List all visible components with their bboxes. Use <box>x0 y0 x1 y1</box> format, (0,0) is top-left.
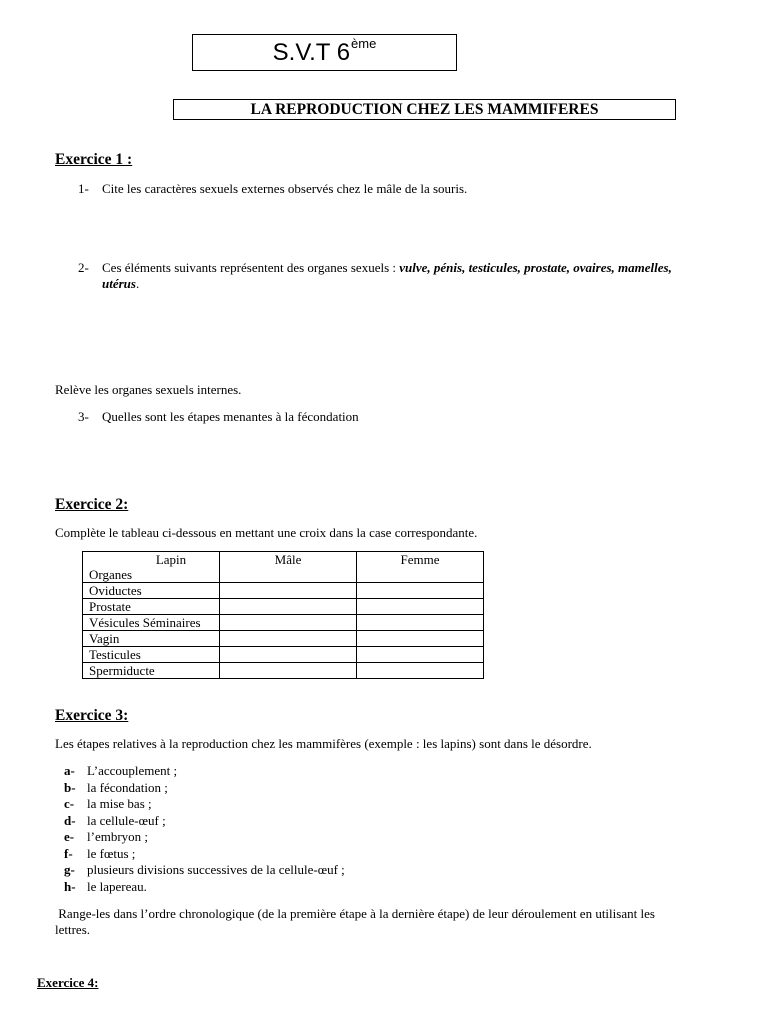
step-item <box>64 796 152 812</box>
table-cell-male[interactable] <box>220 583 357 599</box>
header-lapin: Lapin <box>155 552 187 567</box>
header-organes: Organes <box>89 567 133 582</box>
table-cell-organ: Oviductes <box>83 583 220 599</box>
table-cell-organ: Vagin <box>83 631 220 647</box>
step-letter: e- <box>64 829 75 844</box>
step-item <box>64 813 166 829</box>
table-cell-female[interactable] <box>357 631 484 647</box>
step-item <box>64 879 147 895</box>
step-text: la cellule-œuf ; <box>87 813 166 828</box>
table-row <box>83 615 484 631</box>
exercise3-intro: Les étapes relatives à la reproduction chez les mammifères (exemple : les lapins) sont dans le désordre. <box>55 736 592 751</box>
table-header-male: Mâle <box>220 552 357 583</box>
step-letter: c- <box>64 796 75 811</box>
exercise1-title: Exercice 1 : <box>55 151 133 168</box>
step-text: plusieurs divisions successives de la cellule-œuf ; <box>87 862 345 877</box>
step-item <box>64 862 345 878</box>
table-row <box>83 599 484 615</box>
question-text: Quelles sont les étapes menantes à la fécondation <box>102 409 359 424</box>
exercise4-title: Exercice 4: <box>37 975 99 990</box>
table-cell-female[interactable] <box>357 647 484 663</box>
exercise1-question2-line2 <box>102 276 139 292</box>
exercise2-title: Exercice 2: <box>55 496 129 513</box>
table-header-female: Femme <box>357 552 484 583</box>
table-cell-male[interactable] <box>220 631 357 647</box>
question-number: 1- <box>78 181 89 196</box>
exercise3-conclusion-line1: Range-les dans l’ordre chronologique (de la première étape à la dernière étape) de leur déroulement en utilisant les <box>55 906 655 921</box>
table-row <box>83 663 484 679</box>
exercise3-title: Exercice 3: <box>55 707 129 724</box>
exercise1-question1 <box>78 181 467 197</box>
exercise1-releve: Relève les organes sexuels internes. <box>55 382 242 397</box>
table-header-row <box>83 552 484 583</box>
step-letter: g- <box>64 862 75 877</box>
organs-table <box>82 551 484 679</box>
page-subtitle: LA REPRODUCTION CHEZ LES MAMMIFERES <box>250 101 599 118</box>
organ-list-end: utérus <box>102 276 136 291</box>
table-cell-male[interactable] <box>220 615 357 631</box>
step-text: la mise bas ; <box>87 796 152 811</box>
exercise3-conclusion-line2: lettres. <box>55 922 91 937</box>
question-text: Cite les caractères sexuels externes observés chez le mâle de la souris. <box>102 181 468 196</box>
question-text: Ces éléments suivants représentent des organes sexuels : <box>102 260 400 275</box>
exercise2-instruction: Complète le tableau ci-dessous en mettant une croix dans la case correspondante. <box>55 525 478 540</box>
table-cell-female[interactable] <box>357 663 484 679</box>
step-text: L’accouplement ; <box>87 763 178 778</box>
page-title: S.V.T 6 <box>272 39 351 66</box>
step-text: la fécondation ; <box>87 780 168 795</box>
table-cell-organ: Vésicules Séminaires <box>83 615 220 631</box>
step-item <box>64 780 168 796</box>
exercise1-question2 <box>78 260 728 276</box>
step-text: le fœtus ; <box>87 846 136 861</box>
table-cell-male[interactable] <box>220 599 357 615</box>
table-row <box>83 647 484 663</box>
step-letter: h- <box>64 879 76 894</box>
step-item <box>64 829 148 845</box>
question-number: 2- <box>78 260 89 275</box>
table-row <box>83 583 484 599</box>
step-letter: d- <box>64 813 76 828</box>
table-cell-organ: Prostate <box>83 599 220 615</box>
table-cell-male[interactable] <box>220 647 357 663</box>
step-text: le lapereau. <box>87 879 147 894</box>
period: . <box>135 276 140 291</box>
step-text: l’embryon ; <box>87 829 149 844</box>
exercise1-question3 <box>78 409 359 425</box>
step-letter: a- <box>64 763 75 778</box>
step-letter: b- <box>64 780 76 795</box>
step-item <box>64 763 177 779</box>
table-cell-female[interactable] <box>357 583 484 599</box>
step-letter: f- <box>64 846 73 861</box>
table-cell-organ: Spermiducte <box>83 663 220 679</box>
table-cell-organ: Testicules <box>83 647 220 663</box>
table-cell-female[interactable] <box>357 615 484 631</box>
step-item <box>64 846 135 862</box>
page-title-superscript: ème <box>351 36 377 51</box>
title-box <box>192 34 457 71</box>
table-cell-female[interactable] <box>357 599 484 615</box>
question-number: 3- <box>78 409 89 424</box>
organ-list: vulve, pénis, testicules, prostate, ovaires, mamelles, <box>399 260 672 275</box>
subtitle-box <box>173 99 676 120</box>
table-row <box>83 631 484 647</box>
table-cell-male[interactable] <box>220 663 357 679</box>
table-header-lapin-organes <box>83 552 220 583</box>
